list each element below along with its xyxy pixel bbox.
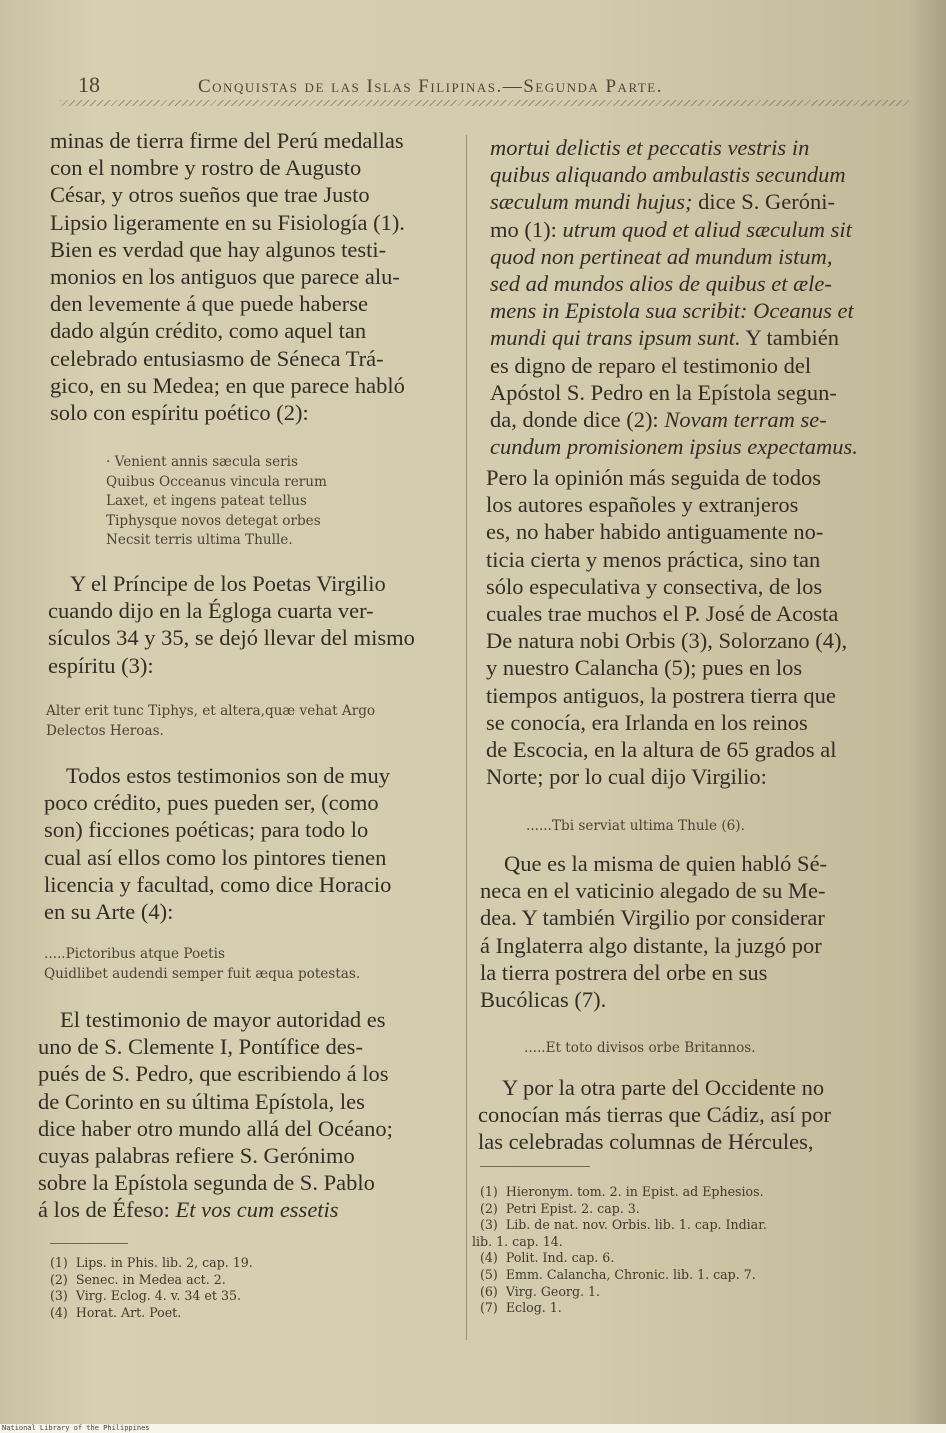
text-line: sículos 34 y 35, se dejó llevar del mismo (48, 625, 415, 651)
text-line: Bucólicas (7). (480, 987, 607, 1013)
verse-line: Quibus Occeanus vincula rerum (106, 473, 327, 490)
left-paragraph-2 (48, 570, 462, 679)
footnote: (7) Eclog. 1. (472, 1300, 562, 1316)
text-line: den levemente á que puede haberse (50, 291, 368, 317)
text-line: El testimonio de mayor autoridad es (60, 1007, 386, 1032)
verse-line: Tiphysque novos detegat orbes (106, 512, 321, 529)
text-line: es, no haber habido antiguamente no- (486, 519, 824, 545)
footnote: (6) Virg. Georg. 1. (472, 1283, 601, 1299)
left-paragraph-3 (44, 762, 458, 925)
text-line: dado algún crédito, como aquel tan (50, 318, 367, 344)
text-line: César, y otros sueños que trae Justo (50, 182, 370, 208)
italic-quote: utrum quod et aliud sæculum sit (562, 216, 852, 242)
right-paragraph-3 (480, 850, 900, 1013)
verse-line: .....Pictoribus atque Poetis (44, 946, 225, 962)
text-line: cuando dijo en la Égloga cuarta ver- (48, 598, 374, 624)
text-line: y nuestro Calancha (5); pues en los (486, 655, 803, 681)
text-line: Bien es verdad que hay algunos testi- (50, 236, 387, 262)
footnote: (3) Lib. de nat. nov. Orbis. lib. 1. cap. Indiar. (472, 1217, 767, 1233)
text-line (490, 406, 910, 433)
text-line: De natura nobi Orbis (3), Solorzano (4), (486, 628, 848, 654)
footnote: (1) Lips. in Phis. lib. 2, cap. 19. (50, 1255, 253, 1270)
text-line (490, 433, 910, 460)
text-line: solo con espíritu poético (2): (50, 400, 309, 426)
text-line: cual así ellos como los pintores tienen (44, 844, 387, 870)
left-paragraph-4 (38, 1006, 450, 1224)
text-line: de Corinto en su última Epístola, les (38, 1088, 365, 1114)
italic-quote: Novam terram se- (664, 407, 827, 433)
page-number: 18 (78, 72, 100, 97)
right-paragraph-2 (486, 464, 908, 790)
italic-quote: mens in Epistola sua scribit: Oceanus et (490, 298, 854, 324)
text-line: en su Arte (4): (44, 899, 174, 925)
text-line: pués de S. Pedro, que escribiendo á los (38, 1061, 389, 1087)
right-footnotes (472, 1184, 767, 1317)
footnote: (3) Virg. Eclog. 4. v. 34 et 35. (50, 1288, 241, 1304)
italic-quote: quod non pertineat ad mundum istum, (490, 243, 833, 269)
text-line: cuyas palabras refiere S. Gerónimo (38, 1143, 355, 1169)
running-title: Conquistas de las Islas Filipinas.—Segunda Parte. (198, 76, 663, 97)
text-line: Que es la misma de quien habló Sé- (504, 851, 828, 876)
italic-quote: mundi qui trans ipsum sunt. (490, 325, 741, 351)
right-verse-2 (524, 1039, 756, 1059)
text-span: dice S. Geróni- (692, 189, 835, 215)
left-footnotes (50, 1255, 253, 1321)
italic-quote: sæculum mundi hujus; (490, 189, 693, 215)
left-verse-3 (44, 945, 360, 984)
left-verse-1 (106, 453, 327, 551)
text-line: uno de S. Clemente I, Pontífice des- (38, 1034, 363, 1060)
footnote: (4) Horat. Art. Poet. (50, 1304, 182, 1320)
text-line: Y por la otra parte del Occidente no (502, 1075, 825, 1100)
text-span: á los de Éfeso: (38, 1197, 170, 1223)
text-line: gico, en su Medea; en que parece habló (50, 372, 405, 398)
verse-line: Laxet, et ingens pateat tellus (106, 493, 307, 510)
text-line: las celebradas columnas de Hércules, (478, 1129, 814, 1155)
text-line (490, 188, 910, 215)
text-line: sobre la Epístola segunda de S. Pablo (38, 1170, 375, 1196)
footnote: (5) Emm. Calancha, Chronic. lib. 1. cap. 7. (472, 1266, 756, 1282)
verse-line: ......Tbi serviat ultima Thule (6). (526, 818, 745, 834)
text-line: los autores españoles y extranjeros (486, 492, 799, 518)
text-line (490, 297, 910, 324)
footnote: (1) Hieronym. tom. 2. in Epist. ad Ephesios. (472, 1184, 764, 1199)
verse-line: Alter erit tunc Tiphys, et altera,quæ vehat Argo (46, 703, 376, 719)
left-paragraph-1 (50, 127, 462, 426)
text-line: es digno de reparo el testimonio del (490, 352, 812, 378)
text-line: de Escocia, en la altura de 65 grados al (486, 737, 837, 763)
text-line: dice haber otro mundo allá del Océano; (38, 1115, 393, 1141)
text-line: se conocía, era Irlanda en los reinos (486, 709, 808, 735)
text-line: Todos estos testimonios son de muy (66, 763, 391, 788)
text-line: son) ficciones poéticas; para todo lo (44, 817, 369, 843)
text-line: conocían más tierras que Cádiz, así por (478, 1102, 832, 1128)
text-line: á Inglaterra algo distante, la juzgó por (480, 932, 822, 958)
verse-line: Necsit terris ultima Thulle. (106, 532, 293, 549)
text-line: espíritu (3): (48, 652, 154, 678)
text-line: poco crédito, pues pueden ser, (como (44, 790, 379, 816)
text-line: celebrado entusiasmo de Séneca Trá- (50, 345, 384, 371)
italic-quote: Et vos cum essetis (175, 1197, 339, 1223)
italic-quote: mortui delictis et peccatis vestris in (490, 135, 810, 160)
text-line: tiempos antiguos, la postrera tierra que (486, 682, 836, 708)
text-line (490, 216, 910, 243)
page-header (70, 72, 900, 102)
text-line: minas de tierra firme del Perú medallas (50, 128, 404, 153)
text-line: la tierra postrera del orbe en sus (480, 959, 768, 985)
verse-line: · Venient annis sæcula seris (106, 454, 298, 470)
text-line (490, 270, 910, 297)
text-line: Apóstol S. Pedro en la Epístola segun- (490, 379, 837, 405)
text-line: Y el Príncipe de los Poetas Virgilio (70, 571, 386, 596)
verse-line: .....Et toto divisos orbe Britannos. (524, 1040, 756, 1056)
text-line: monios en los antiguos que parece alu- (50, 264, 400, 290)
text-line: Pero la opinión más seguida de todos (486, 465, 821, 490)
text-line: dea. Y también Virgilio por considerar (480, 905, 825, 931)
italic-quote: quibus aliquando ambulastis secundum (490, 162, 846, 188)
italic-quote: sed ad mundos alios de quibus et æle- (490, 271, 832, 297)
footnote-rule (50, 1243, 128, 1244)
right-verse-1 (526, 817, 745, 837)
verse-line: Quidlibet audendi semper fuit æqua potestas. (44, 965, 361, 982)
header-ornament-rule (60, 100, 910, 106)
text-line (490, 134, 910, 161)
text-line: licencia y facultad, como dice Horacio (44, 871, 392, 897)
verse-line: Delectos Heroas. (46, 722, 164, 739)
text-line: con el nombre y rostro de Augusto (50, 155, 362, 181)
text-span: da, donde dice (2): (490, 407, 659, 433)
text-span: Y también (740, 325, 839, 351)
italic-quote: cundum promisionem ipsius expectamus. (490, 434, 858, 460)
scan-credit: National Library of the Philippines (2, 1424, 150, 1432)
text-line (490, 243, 910, 270)
left-verse-2 (46, 702, 375, 741)
footnote: (4) Polit. Ind. cap. 6. (472, 1250, 615, 1266)
text-line (490, 324, 910, 351)
text-line (490, 161, 910, 188)
right-paragraph-4 (478, 1074, 896, 1156)
text-span: mo (1): (490, 216, 563, 242)
footnote: (2) Petri Epist. 2. cap. 3. (472, 1200, 640, 1216)
column-divider (466, 135, 467, 1340)
text-line: neca en el vaticinio alegado de su Me- (480, 878, 826, 904)
text-line (38, 1196, 450, 1223)
footnote: (2) Senec. in Medea act. 2. (50, 1271, 226, 1287)
text-line: cuales trae muchos el P. José de Acosta (486, 601, 839, 627)
text-line: ticia cierta y menos práctica, sino tan (486, 546, 821, 572)
text-line: sólo especulativa y consectiva, de los (486, 573, 823, 599)
text-line: Norte; por lo cual dijo Virgilio: (486, 764, 767, 790)
right-paragraph-1 (490, 134, 910, 460)
text-line: Lipsio ligeramente en su Fisiología (1). (50, 209, 405, 235)
footnote: lib. 1. cap. 14. (472, 1233, 563, 1249)
footnote-rule (480, 1166, 590, 1167)
